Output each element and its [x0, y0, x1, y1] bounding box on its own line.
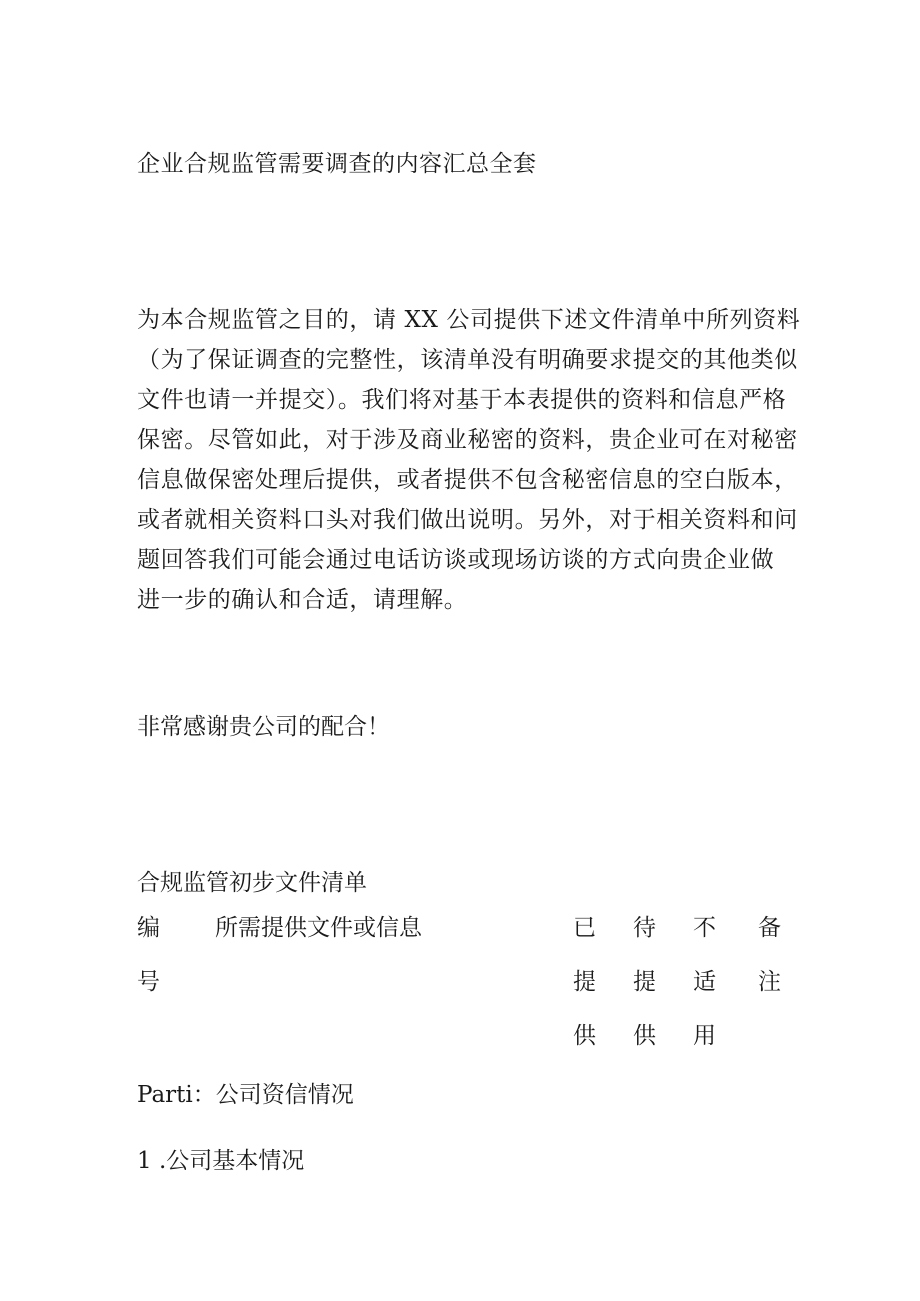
header-number: [137, 910, 167, 1018]
header-pending: [633, 910, 663, 1072]
header-pending-char: 待: [633, 915, 656, 941]
header-pending-char: 提: [633, 969, 656, 995]
intro-line: （为了保证调查的完整性，该清单没有明确要求提交的其他类似: [137, 347, 798, 373]
header-remarks: [758, 910, 788, 1018]
intro-line: 或者就相关资料口头对我们做出说明。另外，对于相关资料和问: [137, 507, 798, 533]
header-not-applicable: [693, 910, 723, 1072]
intro-line: 题回答我们可能会通过电话访谈或现场访谈的方式向贵企业做: [137, 547, 775, 573]
header-number-char: 编: [137, 915, 160, 941]
section-heading: 1 .公司基本情况: [137, 1148, 305, 1174]
header-provided: [573, 910, 603, 1072]
header-pending-char: 供: [633, 1023, 656, 1049]
header-provided-char: 已: [573, 915, 596, 941]
intro-paragraph: [137, 300, 801, 620]
intro-line: 进一步的确认和合适，请理解。: [137, 587, 468, 613]
header-not-applicable-char: 用: [693, 1023, 716, 1049]
intro-line: 为本合规监管之目的，请 XX 公司提供下述文件清单中所列资料: [137, 307, 801, 333]
header-provided-char: 供: [573, 1023, 596, 1049]
header-remarks-char: 注: [758, 969, 781, 995]
intro-line: 文件也请一并提交）。我们将对基于本表提供的资料和信息严格: [137, 387, 787, 413]
document-title: 企业合规监管需要调查的内容汇总全套: [137, 151, 537, 177]
header-number-char: 号: [137, 969, 160, 995]
header-not-applicable-char: 不: [693, 915, 716, 941]
header-remarks-char: 备: [758, 915, 781, 941]
header-item: 所需提供文件或信息: [215, 915, 422, 941]
intro-line: 保密。尽管如此，对于涉及商业秘密的资料，贵企业可在对秘密: [137, 427, 798, 453]
header-provided-char: 提: [573, 969, 596, 995]
header-not-applicable-char: 适: [693, 969, 716, 995]
thanks-line: 非常感谢贵公司的配合！: [137, 714, 390, 740]
checklist-title: 合规监管初步文件清单: [137, 870, 367, 896]
intro-line: 信息做保密处理后提供，或者提供不包含秘密信息的空白版本，: [137, 467, 798, 493]
part-heading: Parti：公司资信情况: [137, 1082, 354, 1108]
